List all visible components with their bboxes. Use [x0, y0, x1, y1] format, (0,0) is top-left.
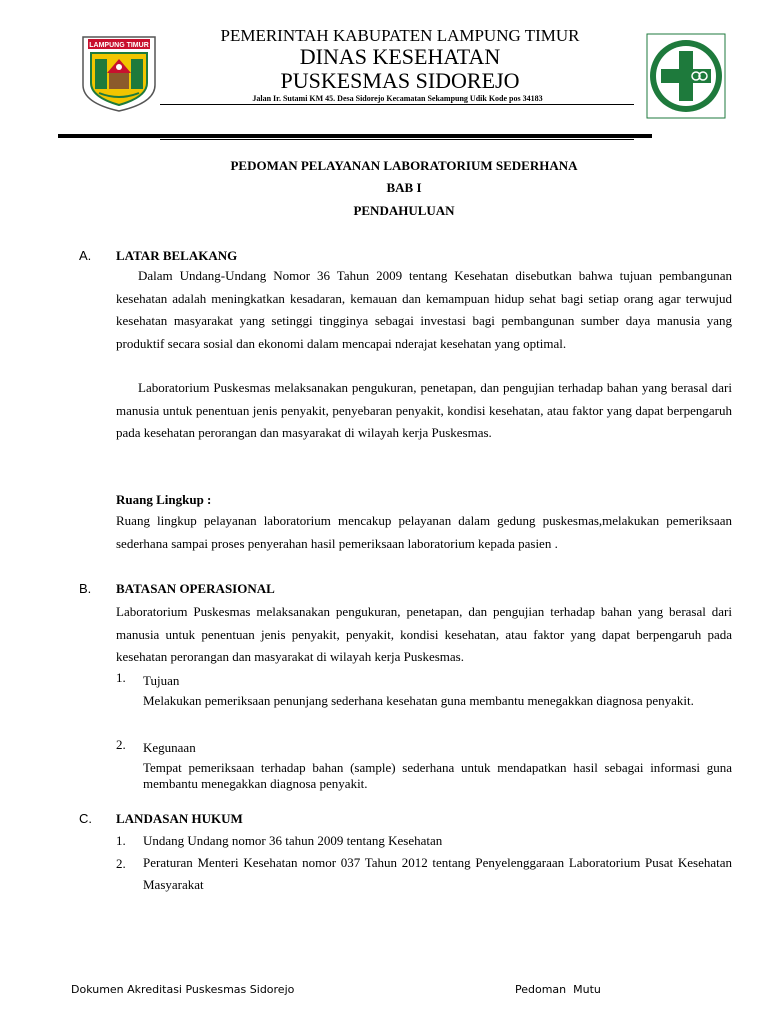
scope-text: Ruang lingkup pelayanan laboratorium mencakup pelayanan dalam gedung puskesmas,melakukan pemeriksaan sederhana sampai proses penyerahan hasil pemeriksaan laboratorium kepada pasien .: [116, 513, 732, 551]
section-a-paragraph-1: Dalam Undang-Undang Nomor 36 Tahun 2009 tentang Kesehatan disebutkan bahwa tujuan pembangunan kesehatan adalah meningkatkan kesadaran, kemauan dan kemampuan hidup sehat bagi setiap orang agar terwujud kesehatan masyarakat yang setinggi tingginya sebagai investasi bagi pembangunan sumber daya manusia yang produktif secara sosial dan ekonomi dalam mencapai nderajat kesehatan yang optimal.: [116, 268, 732, 351]
list-item-text: Undang Undang nomor 36 tahun 2009 tentang Kesehatan: [143, 833, 443, 848]
header-line-3: PUSKESMAS SIDOREJO: [280, 68, 520, 93]
doc-chapter: BAB I: [386, 180, 422, 195]
list-item-label: Tujuan: [143, 673, 180, 688]
scope-heading: Ruang Lingkup :: [116, 492, 212, 507]
header-line-1: PEMERINTAH KABUPATEN LAMPUNG TIMUR: [220, 26, 580, 45]
section-a-heading: LATAR BELAKANG: [116, 248, 238, 263]
list-number: 2.: [116, 737, 126, 752]
section-c-heading: LANDASAN HUKUM: [116, 811, 243, 826]
list-number: 1.: [116, 833, 126, 848]
emblem-text: LAMPUNG TIMUR: [89, 42, 149, 49]
section-b-letter: B.: [79, 581, 92, 596]
header-address: Jalan Ir. Sutami KM 45. Desa Sidorejo Kecamatan Sekampung Udik Kode pos 34183: [252, 94, 543, 103]
section-a-paragraph-2: Laboratorium Puskesmas melaksanakan pengukuran, penetapan, dan pengujian terhadap bahan yang berasal dari manusia untuk penentuan jenis penyakit, penyebaran penyakit, kondisi kesehatan, atau faktor yang dapat berpengaruh pada kesehatan perorangan dan masyarakat di wilayah kerja Puskesmas.: [116, 380, 732, 440]
footer-left: Dokumen Akreditasi Puskesmas Sidorejo: [71, 983, 295, 996]
list-item-text: Tempat pemeriksaan terhadap bahan (sample) sederhana untuk mendapatkan hasil sebagai informasi guna membantu menegakkan diagnosa penyakit.: [143, 760, 732, 791]
list-number: 2.: [116, 856, 126, 871]
header-line-2: DINAS KESEHATAN: [299, 44, 501, 69]
header-divider-under: [160, 139, 634, 140]
header-divider-thin: [160, 104, 634, 105]
doc-chapter-title: PENDAHULUAN: [353, 203, 455, 218]
section-a-letter: A.: [79, 248, 92, 263]
puskesmas-logo: [646, 33, 726, 119]
list-item-text: Melakukan pemeriksaan penunjang sederhana kesehatan guna membantu menegakkan diagnosa penyakit.: [143, 693, 694, 708]
section-c-letter: C.: [79, 811, 92, 826]
lampung-timur-emblem: [79, 33, 159, 113]
doc-title: PEDOMAN PELAYANAN LABORATORIUM SEDERHANA: [230, 158, 578, 173]
list-number: 1.: [116, 670, 126, 685]
section-b-paragraph: Laboratorium Puskesmas melaksanakan pengukuran, penetapan, dan pengujian terhadap bahan yang berasal dari manusia untuk penentuan jenis penyakit, penyakit, kondisi kesehatan, atau faktor yang dapat berpengaruh pada kesehatan perorangan dan masyarakat di wilayah kerja Puskesmas.: [116, 604, 732, 664]
header-divider-thick: [58, 134, 652, 138]
section-b-heading: BATASAN OPERASIONAL: [116, 581, 275, 596]
list-item-text: Peraturan Menteri Kesehatan nomor 037 Tahun 2012 tentang Penyelenggaraan Laboratorium Pusat Kesehatan Masyarakat: [143, 855, 732, 892]
list-item-label: Kegunaan: [143, 740, 196, 755]
footer-right: Pedoman Mutu: [515, 983, 601, 996]
